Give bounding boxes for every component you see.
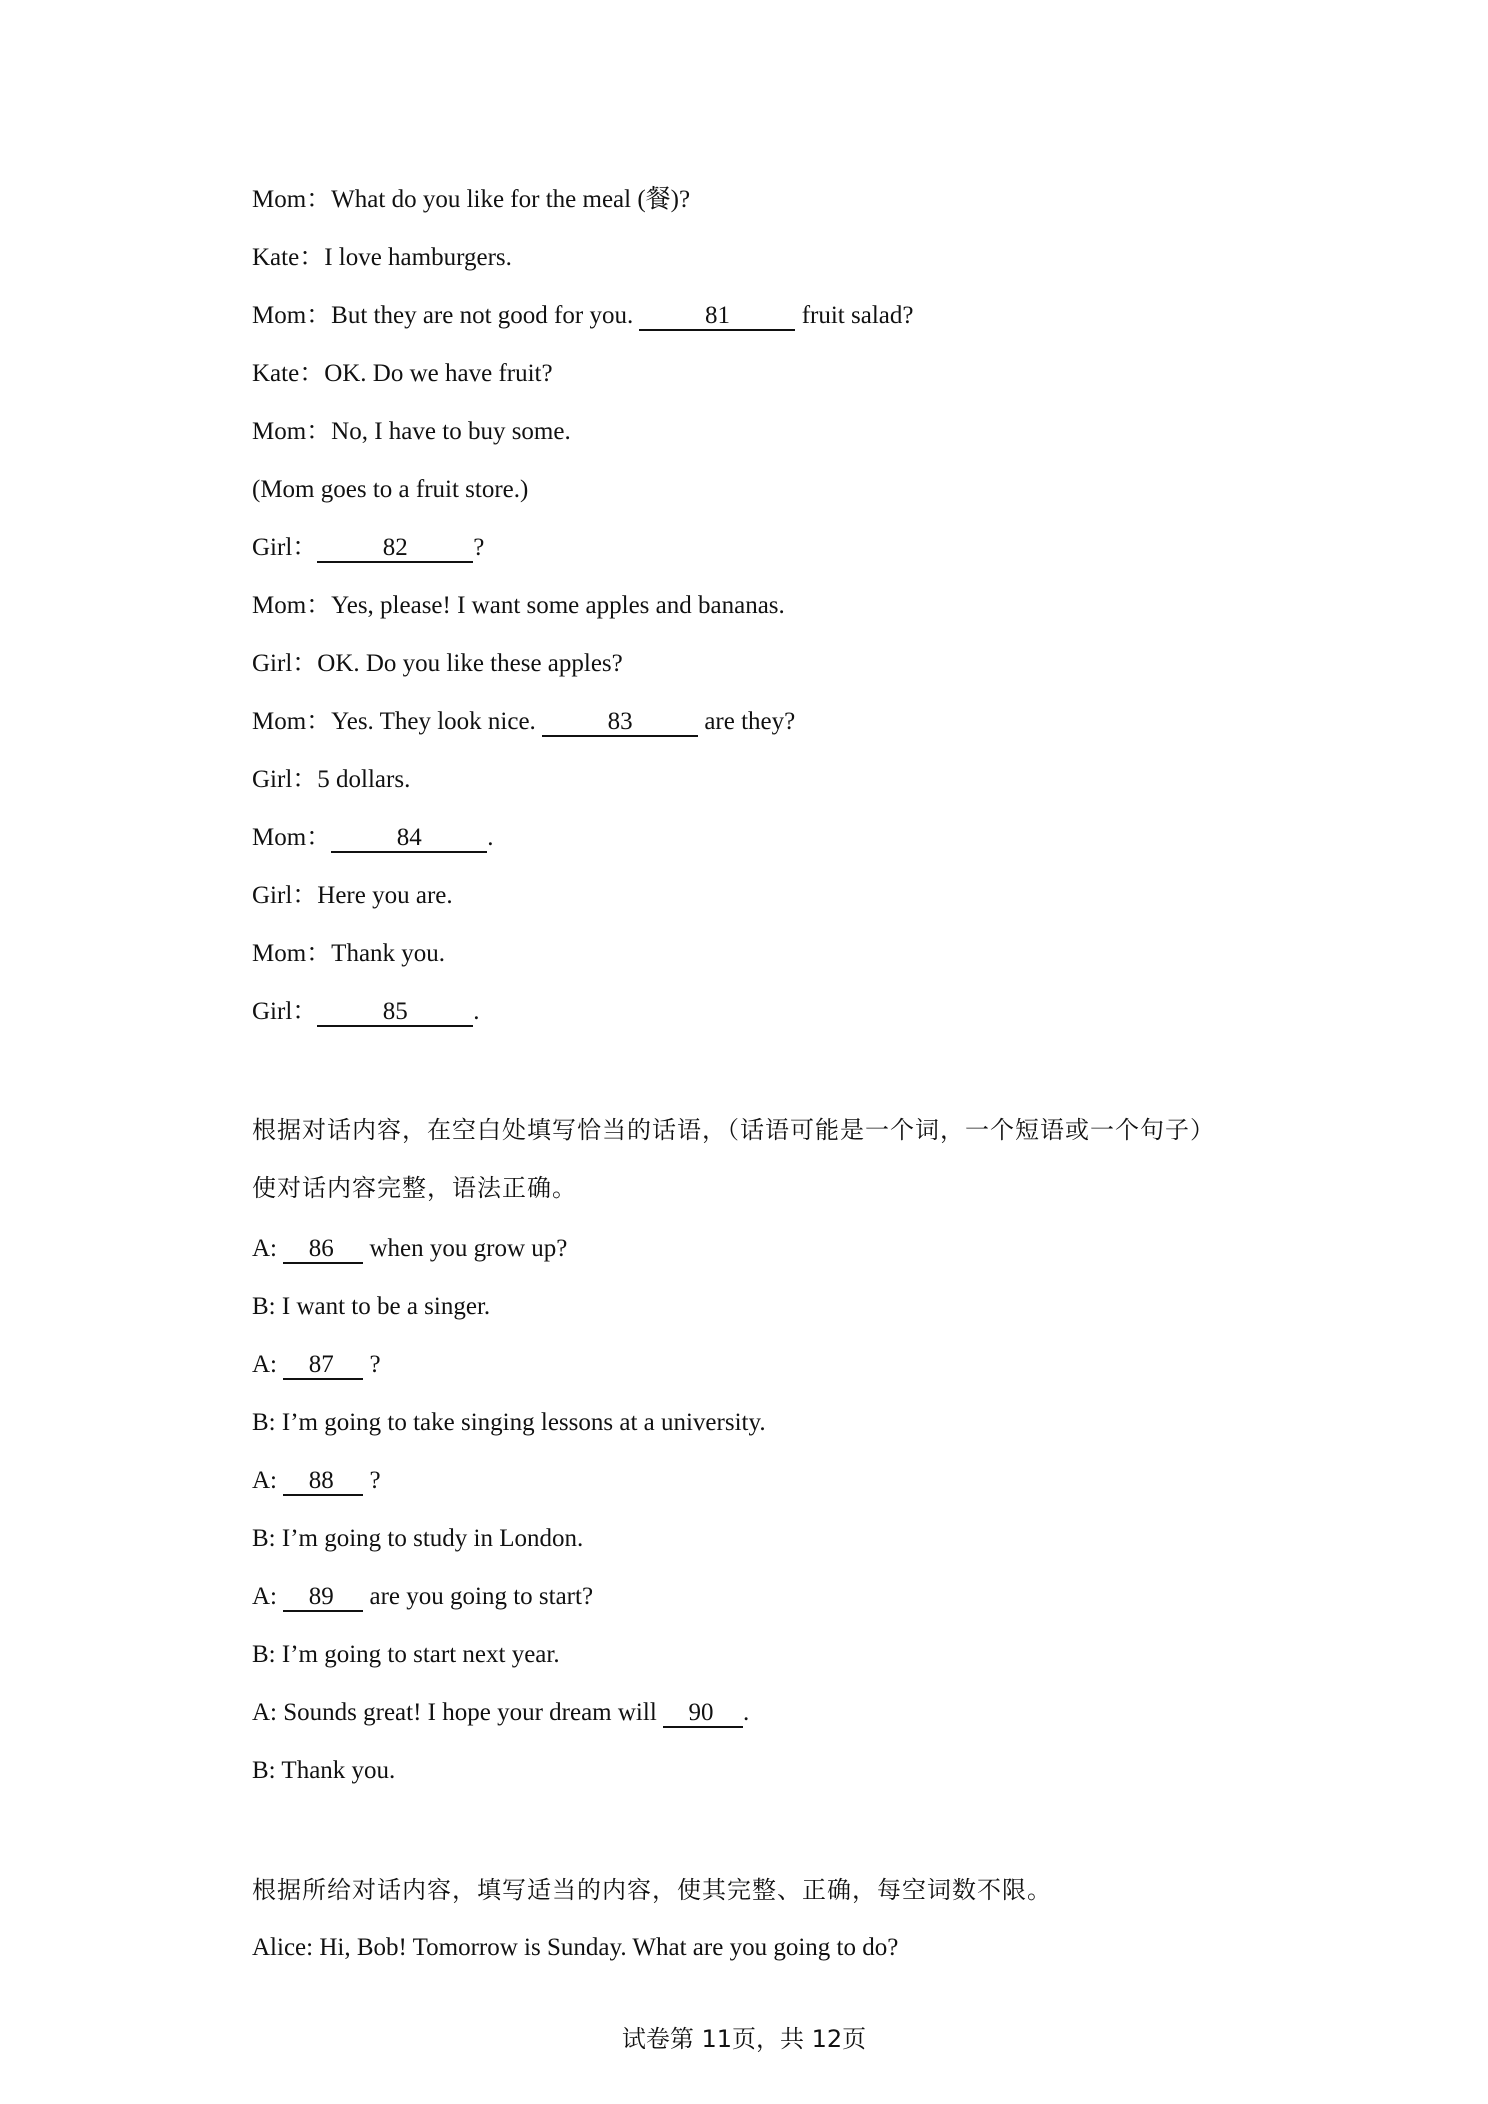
line-text: Mom：What do you like for the meal (餐)? bbox=[252, 186, 691, 213]
line-text: fruit salad? bbox=[795, 302, 914, 329]
line-text: Girl：5 dollars. bbox=[252, 766, 411, 793]
line-text: A: bbox=[252, 1467, 284, 1494]
dialogue1-line bbox=[252, 881, 453, 911]
line-text: (Mom goes to a fruit store.) bbox=[252, 476, 529, 503]
dialogue2-line bbox=[252, 1756, 395, 1786]
line-text: Girl： bbox=[252, 998, 318, 1025]
dialogue2-line bbox=[252, 1408, 766, 1438]
answer-blank[interactable] bbox=[331, 825, 487, 853]
dialogue2-line bbox=[252, 1292, 490, 1322]
line-text: Mom：No, I have to buy some. bbox=[252, 418, 571, 445]
dialogue2-line bbox=[252, 1582, 593, 1612]
answer-blank[interactable] bbox=[663, 1700, 743, 1728]
answer-blank[interactable] bbox=[283, 1236, 363, 1264]
line-text: when you grow up? bbox=[363, 1235, 568, 1262]
dialogue-3-line-1: Alice: Hi, Bob! Tomorrow is Sunday. What are you going to do? bbox=[252, 1934, 899, 1961]
blank-number: 83 bbox=[607, 708, 633, 735]
dialogue1-line bbox=[252, 185, 690, 215]
dialogue2-line bbox=[252, 1524, 583, 1554]
blank-number: 86 bbox=[308, 1235, 334, 1262]
line-text: B: I’m going to take singing lessons at a university. bbox=[252, 1409, 766, 1436]
blank-number: 88 bbox=[308, 1467, 334, 1494]
blank-number: 82 bbox=[382, 534, 408, 561]
line-text: B: I want to be a singer. bbox=[252, 1293, 491, 1320]
answer-blank[interactable] bbox=[283, 1352, 363, 1380]
line-text: Mom：But they are not good for you. bbox=[252, 302, 640, 329]
blank-number: 84 bbox=[396, 824, 422, 851]
line-text: A: bbox=[252, 1583, 284, 1610]
dialogue1-line bbox=[252, 939, 445, 969]
instruction-2-line: 使对话内容完整，语法正确。 bbox=[252, 1174, 577, 1202]
dialogue2-line bbox=[252, 1698, 749, 1728]
line-text: A: Sounds great! I hope your dream will bbox=[252, 1699, 664, 1726]
line-text: Girl： bbox=[252, 534, 318, 561]
page-footer: 试卷第 11页，共 12页 bbox=[621, 2025, 867, 2053]
dialogue1-line bbox=[252, 707, 795, 737]
answer-blank[interactable] bbox=[283, 1468, 363, 1496]
dialogue1-line bbox=[252, 533, 484, 563]
dialogue1-line bbox=[252, 417, 571, 447]
answer-blank[interactable] bbox=[639, 303, 795, 331]
line-text: Mom：Yes, please! I want some apples and bananas. bbox=[252, 592, 785, 619]
answer-blank[interactable] bbox=[283, 1584, 363, 1612]
dialogue1-line bbox=[252, 649, 623, 679]
line-text: ? bbox=[363, 1467, 381, 1494]
line-text: ? bbox=[363, 1351, 381, 1378]
line-text: Kate：OK. Do we have fruit? bbox=[252, 360, 553, 387]
line-text: . bbox=[473, 998, 480, 1025]
line-text: . bbox=[743, 1699, 750, 1726]
line-text: B: I’m going to start next year. bbox=[252, 1641, 560, 1668]
line-text: Girl：OK. Do you like these apples? bbox=[252, 650, 623, 677]
dialogue1-line bbox=[252, 765, 410, 795]
dialogue1-line bbox=[252, 823, 493, 853]
dialogue1-line bbox=[252, 359, 553, 389]
dialogue2-line bbox=[252, 1234, 567, 1264]
line-text: A: bbox=[252, 1235, 284, 1262]
dialogue1-line bbox=[252, 997, 480, 1027]
instruction-3: 根据所给对话内容，填写适当的内容，使其完整、正确，每空词数不限。 bbox=[252, 1876, 1052, 1904]
line-text: Mom：Thank you. bbox=[252, 940, 446, 967]
line-text: are you going to start? bbox=[363, 1583, 594, 1610]
answer-blank[interactable] bbox=[317, 535, 473, 563]
answer-blank[interactable] bbox=[542, 709, 698, 737]
line-text: Mom：Yes. They look nice. bbox=[252, 708, 543, 735]
dialogue1-line bbox=[252, 591, 785, 621]
blank-number: 89 bbox=[308, 1583, 334, 1610]
instruction-2-line: 根据对话内容，在空白处填写恰当的话语，（话语可能是一个词，一个短语或一个句子） bbox=[252, 1116, 1215, 1144]
line-text: B: I’m going to study in London. bbox=[252, 1525, 584, 1552]
dialogue1-line bbox=[252, 475, 528, 505]
blank-number: 90 bbox=[688, 1699, 714, 1726]
line-text: are they? bbox=[698, 708, 796, 735]
dialogue2-line bbox=[252, 1640, 560, 1670]
line-text: A: bbox=[252, 1351, 284, 1378]
blank-number: 87 bbox=[308, 1351, 334, 1378]
line-text: Mom： bbox=[252, 824, 332, 851]
line-text: Kate：I love hamburgers. bbox=[252, 244, 512, 271]
line-text: ? bbox=[473, 534, 485, 561]
line-text: B: Thank you. bbox=[252, 1757, 396, 1784]
answer-blank[interactable] bbox=[317, 999, 473, 1027]
blank-number: 85 bbox=[382, 998, 408, 1025]
line-text: . bbox=[487, 824, 494, 851]
dialogue2-line bbox=[252, 1350, 381, 1380]
dialogue1-line bbox=[252, 301, 913, 331]
dialogue2-line bbox=[252, 1466, 381, 1496]
blank-number: 81 bbox=[704, 302, 730, 329]
line-text: Girl：Here you are. bbox=[252, 882, 453, 909]
dialogue1-line bbox=[252, 243, 512, 273]
